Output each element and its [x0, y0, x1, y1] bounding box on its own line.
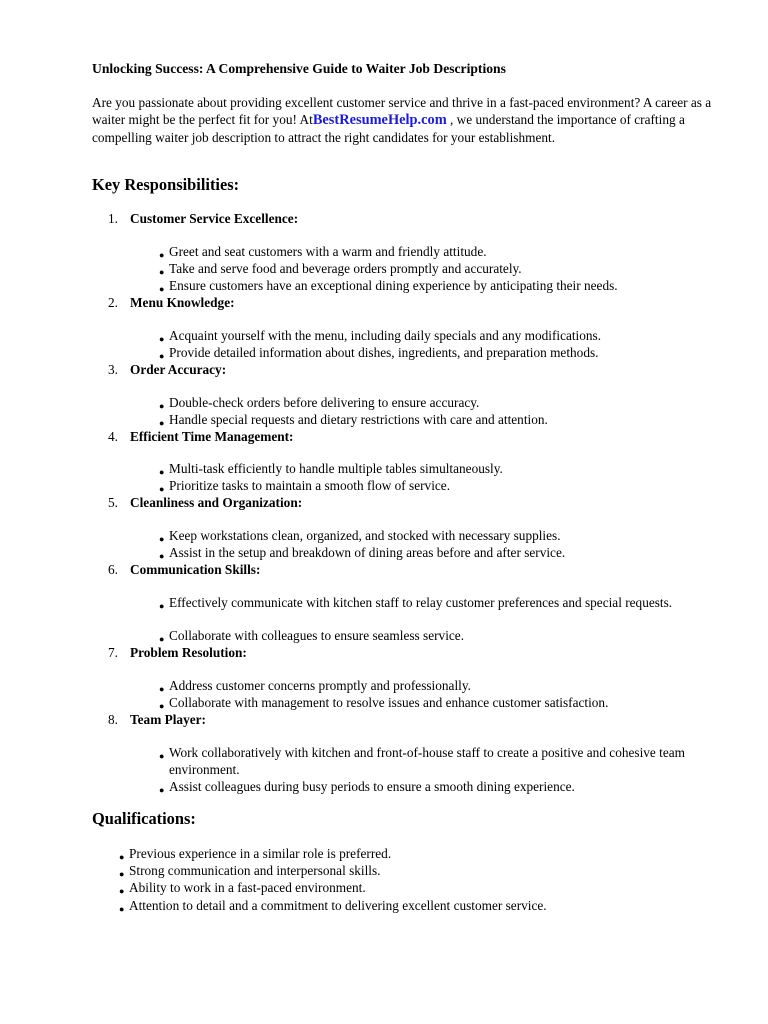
responsibility-item	[108, 645, 708, 662]
bullet-icon: ●	[159, 785, 165, 795]
bullet-icon: ●	[159, 634, 165, 644]
responsibility-item	[108, 495, 708, 512]
bullet-text: Multi-task efficiently to handle multiple tables simultaneously.	[169, 461, 503, 476]
item-heading: Efficient Time Management:	[130, 429, 294, 444]
bullet-text: Strong communication and interpersonal skills.	[129, 863, 381, 878]
bullet-text: Collaborate with colleagues to ensure seamless service.	[169, 628, 465, 643]
item-heading: Cleanliness and Organization:	[130, 495, 303, 510]
item-number: 1.	[108, 211, 118, 226]
intro-paragraph	[92, 94, 712, 146]
bullet-text: Ability to work in a fast-paced environment.	[129, 880, 366, 895]
list-item	[159, 395, 719, 412]
bullet-icon: ●	[159, 534, 165, 544]
item-number: 5.	[108, 495, 118, 510]
responsibility-item	[108, 211, 708, 228]
bullet-text: Greet and seat customers with a warm and friendly attitude.	[169, 244, 487, 259]
bullet-text: Address customer concerns promptly and professionally.	[169, 678, 471, 693]
list-item	[159, 779, 719, 796]
list-item	[159, 261, 719, 278]
qualifications-heading: Qualifications:	[92, 809, 196, 828]
bullet-icon: ●	[159, 484, 165, 494]
bullet-text: Keep workstations clean, organized, and stocked with necessary supplies.	[169, 528, 561, 543]
responsibility-item	[108, 362, 708, 379]
item-number: 3.	[108, 362, 118, 377]
bullet-icon: ●	[119, 904, 125, 914]
bullet-icon: ●	[159, 267, 165, 277]
bullet-text: Ensure customers have an exceptional dining experience by anticipating their needs.	[169, 278, 618, 293]
list-item	[159, 545, 719, 562]
list-item	[159, 412, 719, 429]
list-item	[159, 461, 719, 478]
bullet-icon: ●	[119, 852, 125, 862]
bullet-icon: ●	[159, 751, 165, 761]
item-number: 6.	[108, 562, 118, 577]
item-heading: Problem Resolution:	[130, 645, 247, 660]
responsibility-item	[108, 712, 708, 729]
item-number: 4.	[108, 429, 118, 444]
list-item	[159, 478, 719, 495]
list-item	[159, 745, 699, 778]
bullet-icon: ●	[159, 601, 165, 611]
bullet-icon: ●	[119, 869, 125, 879]
bullet-icon: ●	[159, 250, 165, 260]
key-responsibilities-heading: Key Responsibilities:	[92, 175, 240, 194]
bullet-text: Handle special requests and dietary restrictions with care and attention.	[169, 412, 548, 427]
item-heading: Communication Skills:	[130, 562, 261, 577]
bullet-text: Collaborate with management to resolve issues and enhance customer satisfaction.	[169, 695, 609, 710]
bullet-text: Provide detailed information about dishes, ingredients, and preparation methods.	[169, 345, 599, 360]
bullet-text: Prioritize tasks to maintain a smooth flow of service.	[169, 478, 451, 493]
list-item	[159, 244, 719, 261]
list-item	[159, 345, 719, 362]
bullet-text: Effectively communicate with kitchen staff to relay customer preferences and special requests.	[169, 595, 673, 610]
item-heading: Customer Service Excellence:	[130, 211, 299, 226]
bullet-icon: ●	[119, 886, 125, 896]
list-item	[159, 328, 719, 345]
list-item	[159, 278, 719, 295]
item-heading: Team Player:	[130, 712, 206, 727]
bullet-text: Previous experience in a similar role is preferred.	[129, 846, 392, 861]
bullet-icon: ●	[159, 551, 165, 561]
bullet-icon: ●	[159, 351, 165, 361]
bullet-icon: ●	[159, 701, 165, 711]
site-link[interactable]: BestResumeHelp.com	[312, 112, 447, 128]
list-item	[119, 880, 719, 897]
item-number: 2.	[108, 295, 118, 310]
bullet-icon: ●	[159, 334, 165, 344]
bullet-icon: ●	[159, 284, 165, 294]
list-item	[119, 863, 719, 880]
bullet-text: Assist in the setup and breakdown of dining areas before and after service.	[169, 545, 566, 560]
item-number: 7.	[108, 645, 118, 660]
bullet-text: Take and serve food and beverage orders promptly and accurately.	[169, 261, 522, 276]
list-item	[159, 595, 709, 612]
list-item	[159, 628, 719, 645]
bullet-text: Double-check orders before delivering to ensure accuracy.	[169, 395, 480, 410]
list-item	[159, 678, 719, 695]
item-heading: Menu Knowledge:	[130, 295, 235, 310]
bullet-text: Attention to detail and a commitment to delivering excellent customer service.	[129, 898, 547, 913]
bullet-text: Assist colleagues during busy periods to ensure a smooth dining experience.	[169, 779, 575, 794]
bullet-text: Work collaboratively with kitchen and front-of-house staff to create a positive and cohesive team environment.	[169, 745, 685, 777]
list-item	[159, 695, 719, 712]
document-title: Unlocking Success: A Comprehensive Guide to Waiter Job Descriptions	[92, 61, 506, 76]
responsibility-item	[108, 295, 708, 312]
bullet-text: Acquaint yourself with the menu, including daily specials and any modifications.	[169, 328, 602, 343]
intro-text: Are you passionate about providing excellent customer service and thrive in a fast-paced environment? A career as a waiter might be the perfect fit for you! At	[92, 95, 712, 127]
bullet-icon: ●	[159, 684, 165, 694]
intro-text-continued: , we understand the importance of crafting a compelling waiter job description to attract the right candidates for your establishment.	[92, 112, 685, 145]
bullet-icon: ●	[159, 401, 165, 411]
bullet-icon: ●	[159, 467, 165, 477]
bullet-icon: ●	[159, 418, 165, 428]
list-item	[119, 846, 719, 863]
item-heading: Order Accuracy:	[130, 362, 227, 377]
responsibility-item	[108, 562, 708, 579]
list-item	[159, 528, 719, 545]
item-number: 8.	[108, 712, 118, 727]
responsibility-item	[108, 429, 708, 446]
list-item	[119, 898, 719, 915]
